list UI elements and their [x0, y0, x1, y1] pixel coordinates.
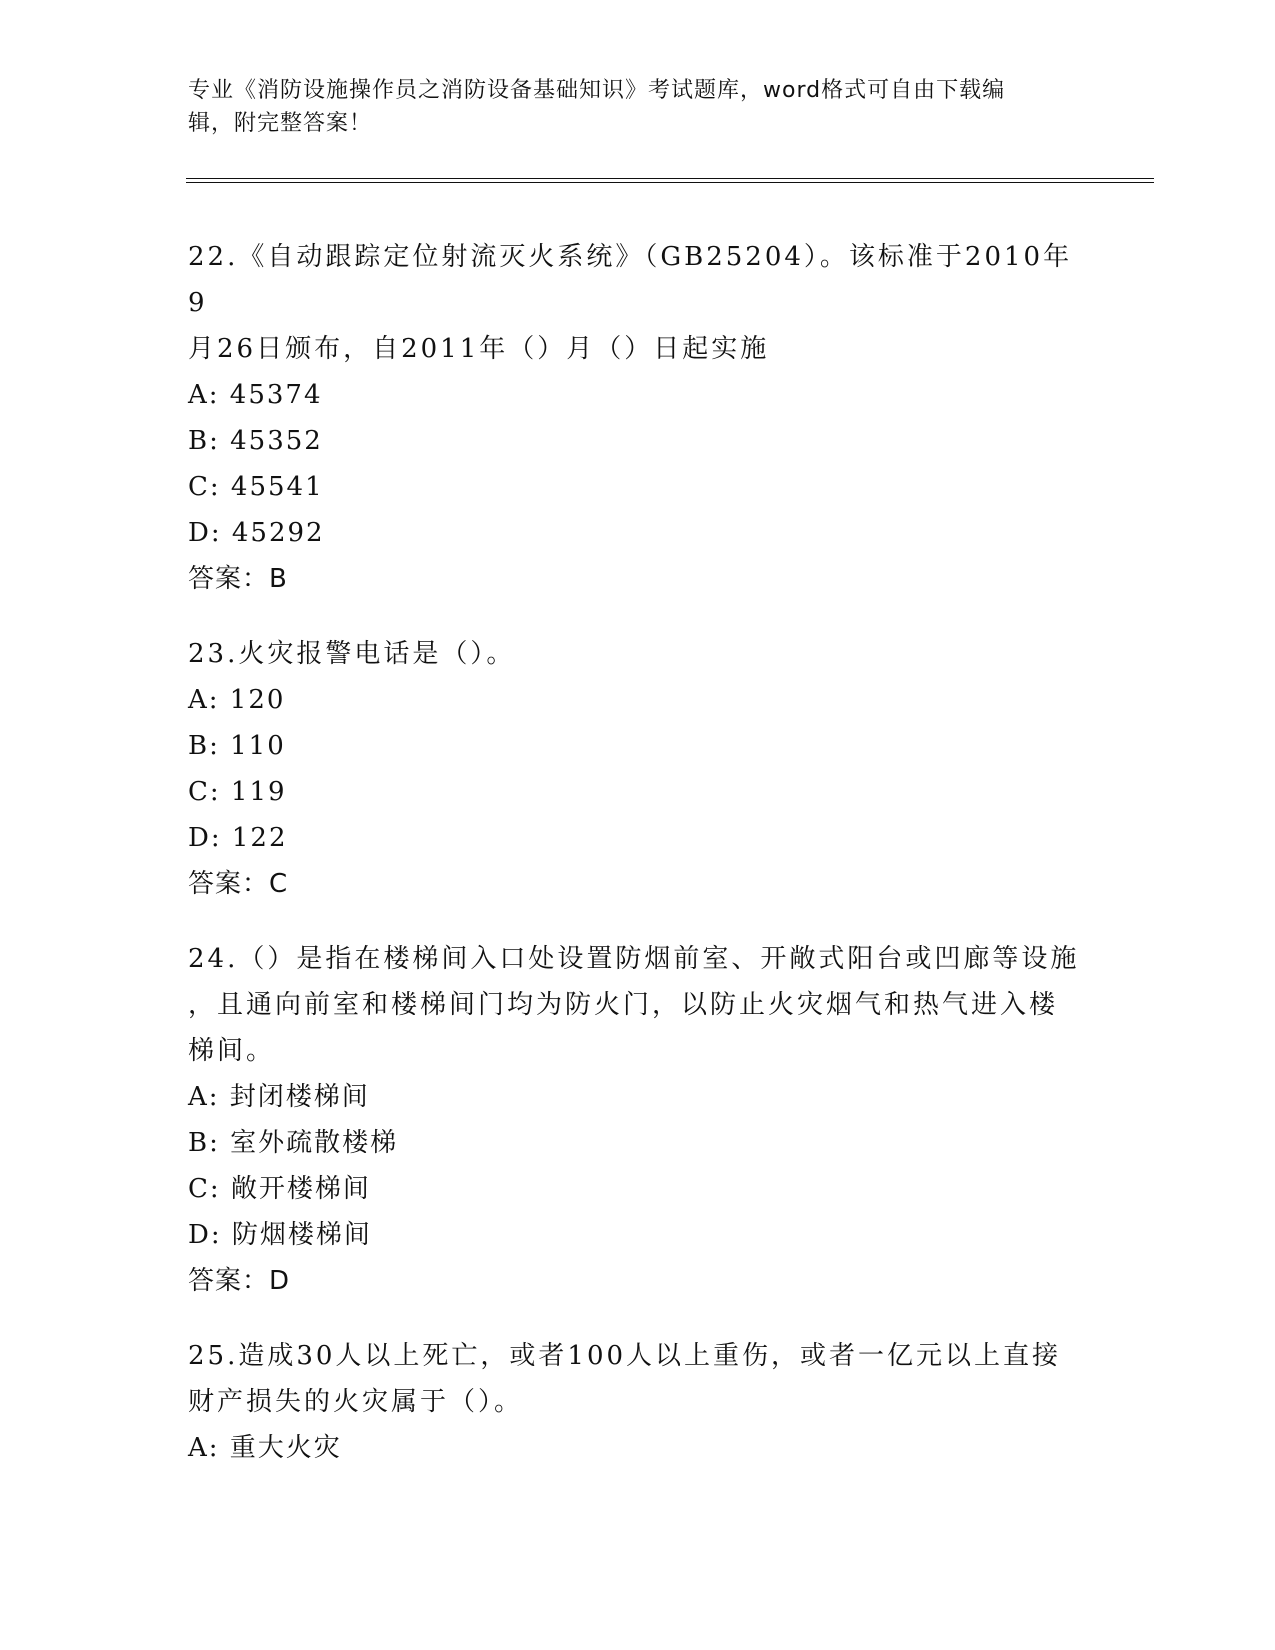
question-text-line: 月26日颁布，自2011年（）月（）日起实施 — [188, 334, 770, 364]
question-24 — [188, 936, 1088, 1304]
option-b: B: 110 — [188, 731, 286, 761]
option-d: D: 45292 — [188, 518, 325, 548]
option-c: C: 119 — [188, 777, 287, 807]
question-text-line: 25.造成30人以上死亡，或者100人以上重伤，或者一亿元以上直接 — [188, 1341, 1062, 1371]
document-header — [188, 74, 1088, 140]
answer: 答案：C — [188, 869, 289, 899]
question-25 — [188, 1333, 1088, 1471]
answer: 答案：D — [188, 1266, 291, 1296]
option-c: C: 敞开楼梯间 — [188, 1174, 371, 1204]
header-line-2: 辑，附完整答案！ — [188, 111, 373, 136]
header-line-1: 专业《消防设施操作员之消防设备基础知识》考试题库，word格式可自由下载编 — [188, 78, 1006, 103]
option-d: D: 防烟楼梯间 — [188, 1220, 372, 1250]
question-list — [188, 234, 1088, 1500]
question-text-line: 24.（）是指在楼梯间入口处设置防烟前室、开敞式阳台或凹廊等设施 — [188, 944, 1080, 974]
option-b: B: 45352 — [188, 426, 323, 456]
question-text-line: ，且通向前室和楼梯间门均为防火门，以防止火灾烟气和热气进入楼 — [188, 990, 1059, 1020]
question-22 — [188, 234, 1088, 602]
option-a: A: 封闭楼梯间 — [188, 1082, 370, 1112]
option-a: A: 45374 — [188, 380, 323, 410]
option-a: A: 重大火灾 — [188, 1433, 342, 1463]
option-b: B: 室外疏散楼梯 — [188, 1128, 399, 1158]
question-text-line: 财产损失的火灾属于（）。 — [188, 1387, 524, 1417]
question-23 — [188, 631, 1088, 907]
question-text-line: 22.《自动跟踪定位射流灭火系统》（GB25204）。该标准于2010年9 — [188, 242, 1073, 318]
option-a: A: 120 — [188, 685, 286, 715]
option-d: D: 122 — [188, 823, 288, 853]
question-text-line: 23.火灾报警电话是（）。 — [188, 639, 516, 669]
question-text-line: 梯间。 — [188, 1036, 276, 1066]
header-divider — [186, 178, 1154, 183]
answer: 答案：B — [188, 564, 288, 594]
option-c: C: 45541 — [188, 472, 324, 502]
